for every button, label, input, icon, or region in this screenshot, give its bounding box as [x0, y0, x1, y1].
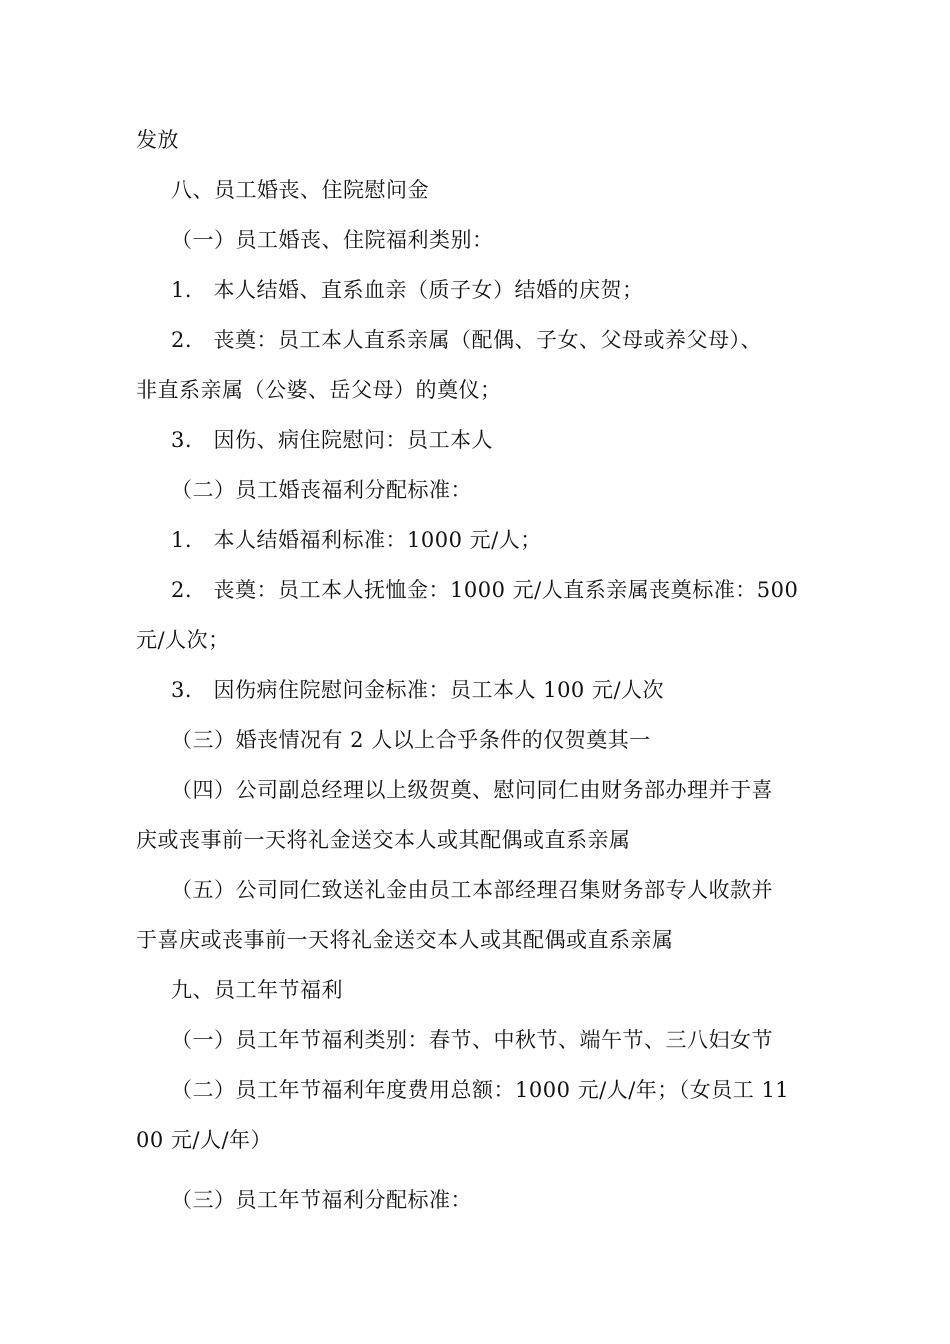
list-item-8-1-3: 3. 因伤、病住院慰问：员工本人: [171, 428, 494, 452]
section-heading-9: 九、员工年节福利: [171, 978, 343, 1002]
subsection-8-4: （四）公司副总经理以上级贺奠、慰问同仁由财务部办理并于喜: [171, 778, 773, 802]
text-line-1: 发放: [136, 128, 179, 152]
list-item-8-1-2: 2. 丧奠：员工本人直系亲属（配偶、子女、父母或养父母）、: [171, 328, 763, 352]
subsection-heading-8-1: （一）员工婚丧、住院福利类别：: [171, 228, 494, 252]
subsection-9-2: （二）员工年节福利年度费用总额：1000 元/人/年；（女员工 11: [171, 1078, 790, 1102]
subsection-8-4-cont: 庆或丧事前一天将礼金送交本人或其配偶或直系亲属: [136, 828, 631, 852]
list-item-8-2-1: 1. 本人结婚福利标准：1000 元/人；: [171, 528, 542, 552]
subsection-heading-8-2: （二）员工婚丧福利分配标准：: [171, 478, 472, 502]
subsection-9-3: （三）员工年节福利分配标准：: [171, 1188, 472, 1212]
section-heading-8: 八、员工婚丧、住院慰问金: [171, 178, 429, 202]
list-item-8-1-2-cont: 非直系亲属（公婆、岳父母）的奠仪；: [136, 378, 502, 402]
subsection-9-1: （一）员工年节福利类别：春节、中秋节、端午节、三八妇女节: [171, 1028, 773, 1052]
subsection-8-5-cont: 于喜庆或丧事前一天将礼金送交本人或其配偶或直系亲属: [136, 928, 674, 952]
list-item-8-2-2: 2. 丧奠：员工本人抚恤金：1000 元/人直系亲属丧奠标准：500: [171, 578, 799, 602]
list-item-8-1-1: 1. 本人结婚、直系血亲（质子女）结婚的庆贺；: [171, 278, 644, 302]
subsection-9-2-cont: 00 元/人/年）: [136, 1128, 273, 1152]
list-item-8-2-3: 3. 因伤病住院慰问金标准：员工本人 100 元/人次: [171, 678, 665, 702]
subsection-8-5: （五）公司同仁致送礼金由员工本部经理召集财务部专人收款并: [171, 878, 773, 902]
list-item-8-2-2-cont: 元/人次；: [136, 628, 230, 652]
subsection-8-3: （三）婚丧情况有 2 人以上合乎条件的仅贺奠其一: [171, 728, 651, 752]
